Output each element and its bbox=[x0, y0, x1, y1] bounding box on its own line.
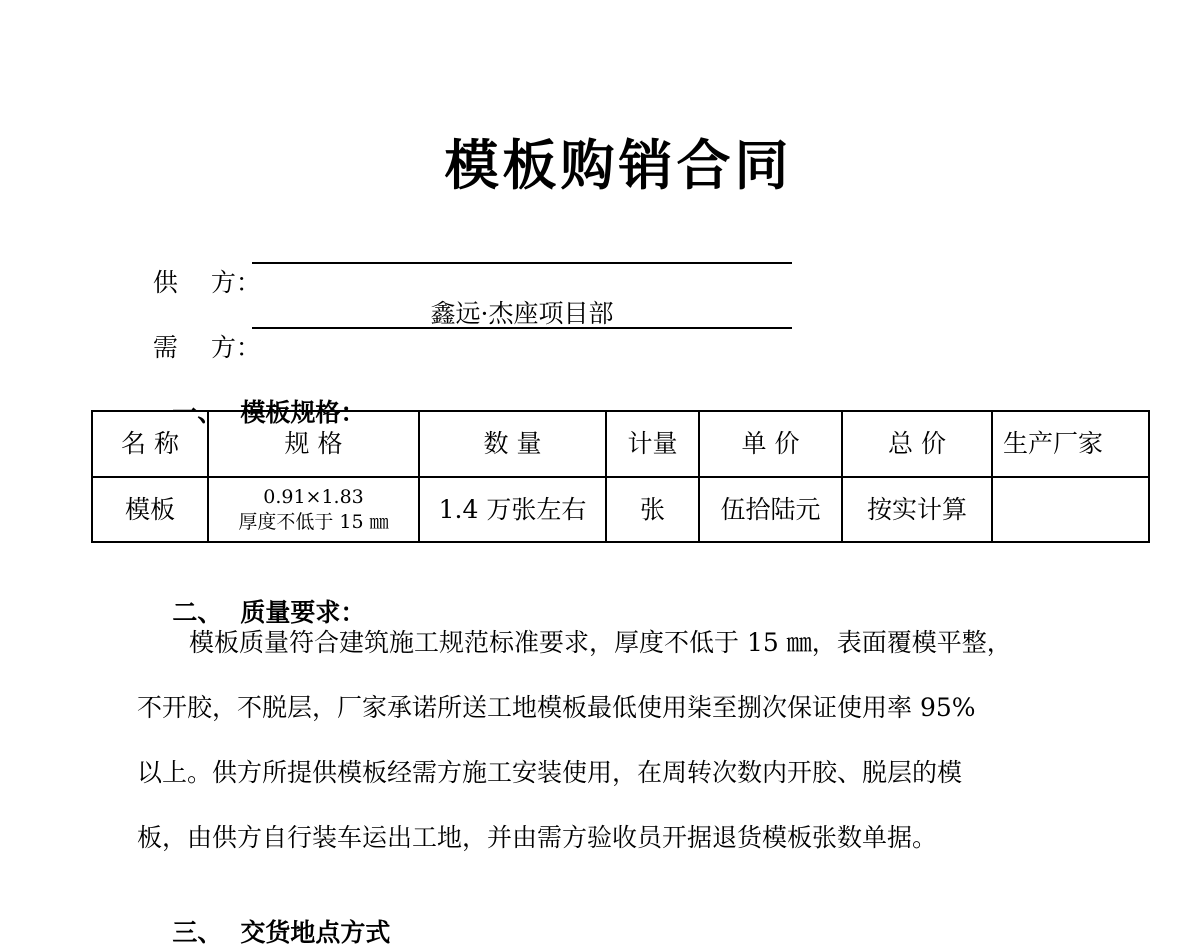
cell-total-price: 按实计算 bbox=[842, 477, 992, 542]
cell-spec bbox=[208, 477, 419, 542]
buyer-value: 鑫远·杰座项目部 bbox=[430, 299, 614, 328]
section-one-number: 一、 bbox=[172, 398, 223, 427]
section-one-title: 模板规格： bbox=[240, 398, 366, 427]
header-manufacturer: 生产厂家 bbox=[992, 411, 1149, 477]
table-row bbox=[92, 477, 1149, 542]
supplier-label-char-1: 供 bbox=[152, 268, 178, 297]
supplier-underline bbox=[252, 232, 792, 264]
header-total-price: 总 价 bbox=[842, 411, 992, 477]
cell-quantity: 1.4 万张左右 bbox=[419, 477, 606, 542]
spec-table bbox=[91, 410, 1150, 543]
cell-spec-thickness: 厚度不低于 15 ㎜ bbox=[238, 510, 389, 533]
buyer-label-char-1: 需 bbox=[152, 333, 178, 362]
buyer-label bbox=[137, 297, 261, 365]
cell-manufacturer bbox=[992, 477, 1149, 542]
header-unit-price: 单 价 bbox=[699, 411, 842, 477]
header-quantity: 数 量 bbox=[419, 411, 606, 477]
cell-unit: 张 bbox=[606, 477, 699, 542]
table-header-row bbox=[92, 411, 1149, 477]
header-unit: 计量 bbox=[606, 411, 699, 477]
quality-paragraph-line-2: 不开胶，不脱层，厂家承诺所送工地模板最低使用柒至捌次保证使用率 95% bbox=[137, 693, 976, 722]
buyer-underline bbox=[252, 297, 792, 329]
quality-paragraph-line-3: 以上。供方所提供模板经需方施工安装使用，在周转次数内开胶、脱层的模 bbox=[137, 758, 963, 787]
contract-title: 模板购销合同 bbox=[444, 134, 793, 197]
section-three-heading bbox=[155, 882, 390, 950]
cell-unit-price: 伍拾陆元 bbox=[699, 477, 842, 542]
quality-paragraph-line-4: 板，由供方自行装车运出工地，并由需方验收员开据退货模板张数单据。 bbox=[137, 823, 938, 852]
header-name: 名 称 bbox=[92, 411, 208, 477]
section-two-heading bbox=[155, 562, 365, 630]
section-three-number: 三、 bbox=[172, 918, 223, 947]
supplier-label bbox=[137, 232, 261, 300]
quality-paragraph-line-1: 模板质量符合建筑施工规范标准要求，厚度不低于 15 ㎜，表面覆模平整， bbox=[189, 628, 1012, 657]
cell-spec-dimensions: 0.91×1.83 bbox=[263, 485, 364, 508]
buyer-label-char-2: 方： bbox=[210, 333, 261, 362]
section-three-title: 交货地点方式 bbox=[240, 918, 391, 947]
cell-name: 模板 bbox=[92, 477, 208, 542]
supplier-label-char-2: 方： bbox=[210, 268, 261, 297]
section-two-title: 质量要求： bbox=[240, 598, 366, 627]
header-spec: 规 格 bbox=[208, 411, 419, 477]
section-two-number: 二、 bbox=[172, 598, 223, 627]
